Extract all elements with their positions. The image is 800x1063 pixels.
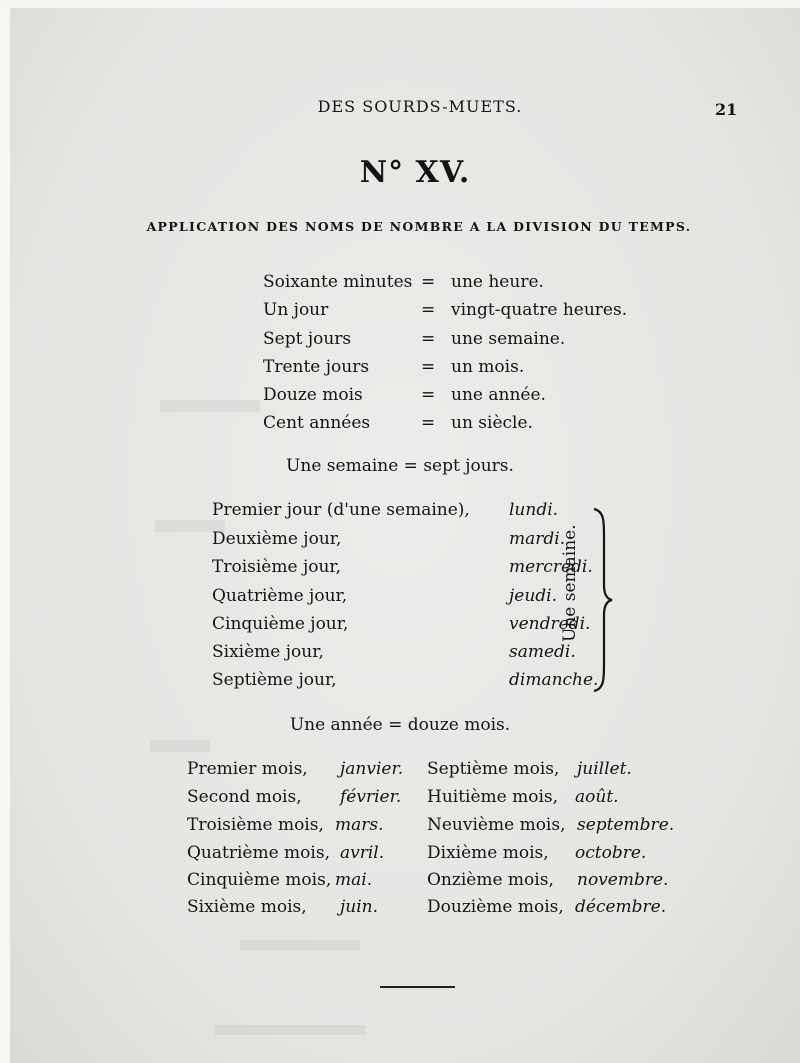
month-ordinal: Sixième mois,	[187, 897, 307, 917]
month-ordinal: Dixième mois,	[427, 843, 549, 863]
equivalence-lhs: Cent années	[263, 413, 371, 433]
month-name: octobre.	[575, 843, 647, 863]
show-through-block-5	[215, 1025, 365, 1035]
closing-rule	[380, 986, 455, 988]
equals-sign: =	[421, 300, 436, 320]
day-name: mercredi.	[509, 557, 593, 577]
day-ordinal: Septième jour,	[212, 670, 337, 690]
day-ordinal: Quatrième jour,	[212, 586, 348, 606]
equals-sign: =	[421, 413, 436, 433]
equivalence-lhs: Un jour	[263, 300, 329, 320]
month-name: janvier.	[340, 759, 404, 779]
equals-sign: =	[421, 385, 436, 405]
month-ordinal: Premier mois,	[187, 759, 308, 779]
equivalence-lhs: Douze mois	[263, 385, 363, 405]
curly-brace-icon	[592, 507, 614, 693]
day-ordinal: Deuxième jour,	[212, 529, 342, 549]
equivalence-rhs: un mois.	[451, 357, 525, 377]
week-heading: Une semaine = sept jours.	[286, 456, 514, 476]
day-name: vendredi.	[509, 614, 591, 634]
month-name: décembre.	[575, 897, 667, 917]
equivalence-rhs: une heure.	[451, 272, 544, 292]
equals-sign: =	[421, 272, 436, 292]
month-ordinal: Septième mois,	[427, 759, 560, 779]
page-edge-top	[0, 0, 800, 8]
month-ordinal: Cinquième mois,	[187, 870, 332, 890]
day-ordinal: Premier jour (d'une semaine),	[212, 500, 470, 520]
section-number: N° XV.	[359, 155, 471, 190]
month-name: mars.	[335, 815, 384, 835]
equivalence-lhs: Trente jours	[263, 357, 370, 377]
equivalence-rhs: vingt-quatre heures.	[451, 300, 628, 320]
day-name: samedi.	[509, 642, 576, 662]
month-ordinal: Second mois,	[187, 787, 302, 807]
month-name: novembre.	[577, 870, 669, 890]
month-name: août.	[575, 787, 619, 807]
month-name: février.	[340, 787, 402, 807]
equals-sign: =	[421, 329, 436, 349]
equivalence-lhs: Sept jours	[263, 329, 352, 349]
equivalence-rhs: une semaine.	[451, 329, 566, 349]
day-name: jeudi.	[509, 586, 558, 606]
month-name: septembre.	[577, 815, 675, 835]
month-ordinal: Troisième mois,	[187, 815, 324, 835]
day-name: lundi.	[509, 500, 559, 520]
month-ordinal: Douzième mois,	[427, 897, 564, 917]
month-ordinal: Neuvième mois,	[427, 815, 566, 835]
show-through-block-1	[160, 400, 260, 412]
month-name: juillet.	[577, 759, 632, 779]
show-through-block-4	[240, 940, 360, 950]
year-heading: Une année = douze mois.	[289, 715, 511, 735]
day-name: dimanche.	[509, 670, 599, 690]
month-ordinal: Quatrième mois,	[187, 843, 330, 863]
day-ordinal: Sixième jour,	[212, 642, 324, 662]
running-header: DES SOURDS-MUETS.	[317, 97, 523, 116]
equivalence-lhs: Soixante minutes	[263, 272, 413, 292]
equals-sign: =	[421, 357, 436, 377]
month-ordinal: Onzième mois,	[427, 870, 554, 890]
day-ordinal: Cinquième jour,	[212, 614, 349, 634]
equivalence-rhs: un siècle.	[451, 413, 533, 433]
section-subtitle: APPLICATION DES NOMS DE NOMBRE A LA DIVISION DU TEMPS.	[146, 219, 692, 234]
equivalence-rhs: une année.	[451, 385, 546, 405]
month-name: mai.	[335, 870, 373, 890]
show-through-block-3	[150, 740, 210, 752]
month-name: juin.	[340, 897, 379, 917]
day-ordinal: Troisième jour,	[212, 557, 342, 577]
month-ordinal: Huitième mois,	[427, 787, 559, 807]
day-name: mardi.	[509, 529, 566, 549]
month-name: avril.	[340, 843, 385, 863]
page-number: 21	[715, 100, 738, 119]
week-brace-label: Une semaine.	[560, 524, 580, 642]
